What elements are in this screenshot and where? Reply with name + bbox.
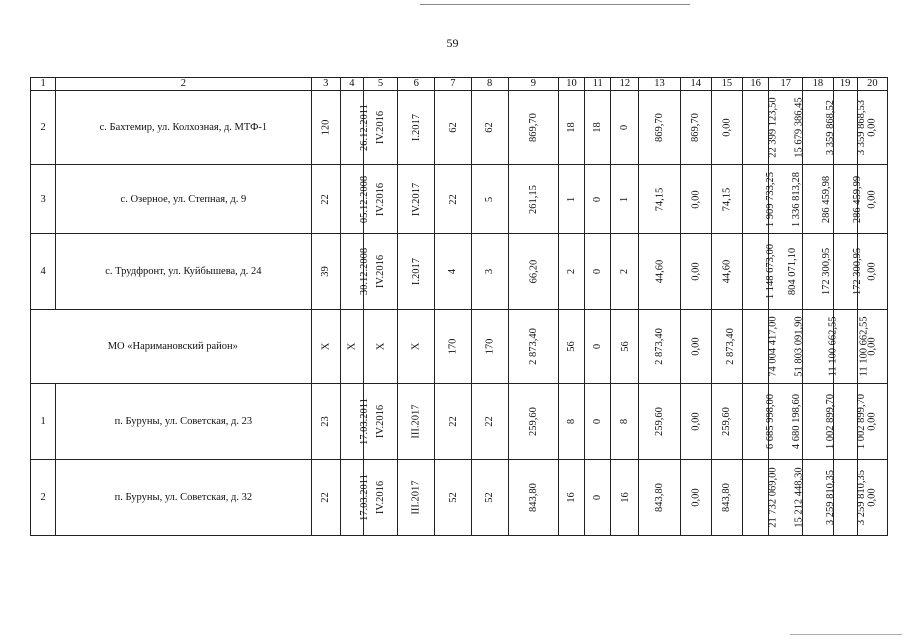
value-cell-c16-text: 6 685 998,00 xyxy=(765,393,777,450)
header-cell: 14 xyxy=(680,78,711,91)
value-cell-c10 xyxy=(558,384,584,460)
value-cell-c18-text: 3 259 810,35 xyxy=(825,469,837,526)
value-cell-c17-text: 1 336 813,28 xyxy=(791,171,803,227)
row-number xyxy=(31,165,56,234)
value-cell-c13 xyxy=(639,165,680,234)
row-number-text: 3 xyxy=(40,193,46,205)
value-cell-c4 xyxy=(340,234,370,310)
header-cell: 17 xyxy=(769,78,803,91)
value-cell-c16 xyxy=(743,460,779,536)
address-cell-text: с. Трудфронт, ул. Куйбышева, д. 24 xyxy=(105,266,262,277)
value-cell-c17-text: 804 071,10 xyxy=(787,247,799,296)
value-cell-c20-text: 0,00 xyxy=(866,262,878,281)
group-cell-c18-text: 11 100 662,55 xyxy=(827,316,839,377)
group-label: МО «Наримановский район» xyxy=(31,310,312,384)
value-cell-c10-text: 8 xyxy=(566,418,578,425)
value-cell-c11 xyxy=(585,91,611,165)
value-cell-c3 xyxy=(311,165,340,234)
value-cell-c4-text: 17.03.2011 xyxy=(358,398,370,445)
value-cell-c10 xyxy=(558,460,584,536)
header-cell: 11 xyxy=(585,78,611,91)
value-cell-c15-text: 44,60 xyxy=(721,259,733,284)
value-cell-c12-text: 1 xyxy=(619,196,631,202)
value-cell-c3 xyxy=(311,384,340,460)
row-number-text: 4 xyxy=(40,266,46,277)
header-cell: 6 xyxy=(398,78,435,91)
value-cell-c15-text: 0,00 xyxy=(721,118,733,137)
value-cell-c8 xyxy=(471,384,508,460)
group-row xyxy=(31,310,888,384)
row-number-text: 1 xyxy=(40,416,46,427)
value-cell-c20-text: 0,00 xyxy=(866,118,878,137)
value-cell-c9 xyxy=(508,165,558,234)
value-cell-c6 xyxy=(398,384,435,460)
value-cell-c19-text: 3 359 868,53 xyxy=(855,99,867,156)
value-cell-c16 xyxy=(743,165,777,234)
value-cell-c11-text: 0 xyxy=(592,418,604,425)
value-cell-c15 xyxy=(711,234,742,310)
value-cell-c4-text: 30.12.2008 xyxy=(358,247,370,296)
value-cell-c10 xyxy=(558,234,584,310)
value-cell-c6 xyxy=(398,460,435,536)
value-cell-c8-text: 62 xyxy=(484,122,496,133)
address-cell-text: с. Озерное, ул. Степная, д. 9 xyxy=(120,193,247,205)
value-cell-c6 xyxy=(398,234,435,310)
value-cell-c6-text: I.2017 xyxy=(410,257,422,286)
value-cell-c8 xyxy=(471,234,508,310)
value-cell-c11-text: 18 xyxy=(592,122,604,133)
value-cell-c6-text: III.2017 xyxy=(410,480,422,515)
group-cell-c8-text: 170 xyxy=(484,338,496,355)
header-cell: 8 xyxy=(471,78,508,91)
value-cell-c10-text: 1 xyxy=(566,196,578,202)
value-cell-c9 xyxy=(508,460,558,536)
value-cell-c13-text: 259,60 xyxy=(654,407,666,436)
address-cell xyxy=(56,460,311,536)
group-cell-c13 xyxy=(639,310,680,384)
value-cell-c20-text: 0,00 xyxy=(866,488,878,507)
header-cell: 7 xyxy=(435,78,471,91)
header-cell: 4 xyxy=(340,78,363,91)
value-cell-c7 xyxy=(435,460,471,536)
value-cell-c5-text: IV.2016 xyxy=(375,110,387,145)
page-number: 59 xyxy=(446,36,459,50)
value-cell-c3-text: 39 xyxy=(320,266,332,277)
value-cell-c19 xyxy=(833,165,863,234)
header-cell: 2 xyxy=(56,78,311,91)
group-cell-c5-text: Х xyxy=(375,342,386,351)
group-cell-c10-text: 56 xyxy=(566,341,578,352)
value-cell-c9-text: 66,20 xyxy=(527,259,539,284)
value-cell-c5-text: IV.2016 xyxy=(375,182,387,216)
address-cell-text: п. Буруны, ул. Советская, д. 23 xyxy=(114,416,253,427)
value-cell-c11-text: 0 xyxy=(592,268,604,275)
group-cell-c6-text: Х xyxy=(410,342,422,351)
value-cell-c10-text: 2 xyxy=(566,268,578,275)
header-cell: 18 xyxy=(803,78,833,91)
header-cell: 5 xyxy=(363,78,397,91)
value-cell-c19 xyxy=(833,234,863,310)
value-cell-c7 xyxy=(435,91,471,165)
value-cell-c18 xyxy=(803,91,837,165)
value-cell-c19-text: 172 300,95 xyxy=(851,247,863,296)
table-row xyxy=(31,460,888,536)
table-row xyxy=(31,91,888,165)
value-cell-c9 xyxy=(508,91,558,165)
value-cell-c18 xyxy=(803,384,837,460)
group-cell-c13-text: 2 873,40 xyxy=(654,328,666,365)
row-number-text: 2 xyxy=(40,492,46,503)
group-cell-c15-text: 2 873,40 xyxy=(724,328,736,365)
value-cell-c18-text: 3 359 868,52 xyxy=(825,99,837,156)
value-cell-c13-text: 74,15 xyxy=(654,187,666,211)
value-cell-c19 xyxy=(833,384,867,460)
value-cell-c12 xyxy=(611,91,639,165)
value-cell-c9-text: 259,60 xyxy=(527,407,539,436)
value-cell-c16 xyxy=(743,384,777,460)
group-cell-c4 xyxy=(340,310,363,384)
value-cell-c9 xyxy=(508,384,558,460)
value-cell-c6 xyxy=(398,91,435,165)
value-cell-c8 xyxy=(471,91,508,165)
value-cell-c14 xyxy=(680,91,711,165)
value-cell-c14-text: 0,00 xyxy=(690,412,702,431)
group-cell-c5 xyxy=(363,310,397,384)
value-cell-c4-text: 05.12.2008 xyxy=(358,175,370,223)
value-cell-c16-text: 1 148 673,00 xyxy=(765,243,777,300)
header-cell: 20 xyxy=(857,78,887,91)
group-cell-c20-text: 0,00 xyxy=(866,337,878,356)
table-row xyxy=(31,234,888,310)
value-cell-c11 xyxy=(585,165,611,234)
value-cell-c3-text: 23 xyxy=(320,416,332,427)
value-cell-c14-text: 0,00 xyxy=(690,262,702,281)
value-cell-c8-text: 5 xyxy=(484,196,496,202)
value-cell-c4 xyxy=(340,165,370,234)
address-cell xyxy=(56,234,311,310)
value-cell-c19 xyxy=(833,460,867,536)
value-cell-c6-text: I.2017 xyxy=(410,113,422,142)
group-cell-c7 xyxy=(435,310,471,384)
value-cell-c19 xyxy=(833,91,867,165)
value-cell-c9-text: 843,80 xyxy=(527,483,539,512)
group-cell-c14-text: 0,00 xyxy=(690,337,702,356)
value-cell-c10 xyxy=(558,165,584,234)
value-cell-c15 xyxy=(711,91,742,165)
value-cell-c7-text: 4 xyxy=(447,268,459,275)
value-cell-c9-text: 261,15 xyxy=(527,184,539,214)
value-cell-c9 xyxy=(508,234,558,310)
value-cell-c15 xyxy=(711,384,742,460)
value-cell-c10 xyxy=(558,91,584,165)
value-cell-c12 xyxy=(611,165,639,234)
value-cell-c7-text: 22 xyxy=(447,193,459,205)
value-cell-c8 xyxy=(471,165,508,234)
data-table xyxy=(30,77,888,536)
value-cell-c3-text: 22 xyxy=(320,492,332,503)
group-cell-c19-text: 11 100 662,55 xyxy=(858,316,869,377)
table-row xyxy=(31,384,888,460)
value-cell-c10-text: 18 xyxy=(566,122,578,133)
bottom-scan-line xyxy=(790,634,902,635)
value-cell-c15 xyxy=(711,165,742,234)
group-cell-c3 xyxy=(311,310,340,384)
value-cell-c5-text: IV.2016 xyxy=(375,254,387,289)
header-cell: 12 xyxy=(611,78,639,91)
value-cell-c11 xyxy=(585,234,611,310)
row-number xyxy=(31,234,56,310)
header-cell: 3 xyxy=(311,78,340,91)
header-cell: 19 xyxy=(833,78,857,91)
value-cell-c13-text: 44,60 xyxy=(654,259,666,284)
value-cell-c11 xyxy=(585,384,611,460)
value-cell-c12-text: 2 xyxy=(619,268,631,275)
value-cell-c5-text: IV.2016 xyxy=(375,404,387,439)
value-cell-c8 xyxy=(471,460,508,536)
value-cell-c18-text: 286 459,98 xyxy=(821,175,833,223)
value-cell-c7 xyxy=(435,165,471,234)
group-cell-c12 xyxy=(611,310,639,384)
header-cell: 9 xyxy=(508,78,558,91)
group-cell-c11-text: 0 xyxy=(592,343,604,350)
group-cell-c6 xyxy=(398,310,435,384)
header-cell: 15 xyxy=(711,78,742,91)
group-cell-c16 xyxy=(743,310,779,384)
value-cell-c12 xyxy=(611,460,639,536)
row-number xyxy=(31,91,56,165)
address-cell xyxy=(56,165,311,234)
value-cell-c6 xyxy=(398,165,435,234)
value-cell-c8-text: 3 xyxy=(484,268,496,275)
value-cell-c16-text: 22 399 123,50 xyxy=(767,97,779,158)
value-cell-c6-text: IV.2017 xyxy=(410,182,422,216)
group-cell-c7-text: 170 xyxy=(447,338,459,355)
group-cell-c3-text: Х xyxy=(320,342,332,351)
value-cell-c7-text: 22 xyxy=(447,416,459,427)
value-cell-c13 xyxy=(639,460,680,536)
value-cell-c16 xyxy=(743,234,777,310)
row-number-text: 2 xyxy=(40,122,46,133)
value-cell-c12-text: 16 xyxy=(619,492,631,503)
value-cell-c14-text: 869,70 xyxy=(690,113,702,142)
value-cell-c12 xyxy=(611,234,639,310)
value-cell-c11 xyxy=(585,460,611,536)
address-cell xyxy=(56,91,311,165)
value-cell-c15-text: 74,15 xyxy=(721,187,733,211)
value-cell-c3 xyxy=(311,234,340,310)
value-cell-c17-text: 4 680 198,60 xyxy=(791,393,803,450)
header-cell: 1 xyxy=(31,78,56,91)
value-cell-c8-text: 52 xyxy=(484,492,496,503)
group-cell-c10 xyxy=(558,310,584,384)
value-cell-c18-text: 1 002 899,70 xyxy=(825,393,837,450)
value-cell-c12-text: 8 xyxy=(619,418,631,425)
row-number xyxy=(31,460,56,536)
value-cell-c14 xyxy=(680,384,711,460)
value-cell-c17-text: 15 679 386,45 xyxy=(793,97,805,158)
value-cell-c14 xyxy=(680,165,711,234)
value-cell-c11-text: 0 xyxy=(592,196,604,202)
value-cell-c20-text: 0,00 xyxy=(866,412,878,431)
value-cell-c17-text: 15 212 448,30 xyxy=(793,467,805,528)
row-number xyxy=(31,384,56,460)
value-cell-c7-text: 52 xyxy=(447,492,459,503)
value-cell-c13 xyxy=(639,234,680,310)
group-cell-c9-text: 2 873,40 xyxy=(527,328,539,365)
value-cell-c4 xyxy=(340,91,370,165)
value-cell-c15-text: 843,80 xyxy=(721,483,733,512)
value-cell-c12 xyxy=(611,384,639,460)
group-cell-c18 xyxy=(803,310,839,384)
group-cell-c16-text: 74 004 417,00 xyxy=(767,316,779,377)
value-cell-c13-text: 869,70 xyxy=(654,113,666,142)
value-cell-c3 xyxy=(311,460,340,536)
value-cell-c16-text: 1 909 733,25 xyxy=(765,171,777,227)
table-row xyxy=(31,165,888,234)
group-cell-c12-text: 56 xyxy=(619,341,631,352)
group-cell-c14 xyxy=(680,310,711,384)
value-cell-c13 xyxy=(639,384,680,460)
value-cell-c19-text: 1 002 899,70 xyxy=(855,393,867,450)
value-cell-c16 xyxy=(743,91,779,165)
value-cell-c10-text: 16 xyxy=(566,492,578,503)
value-cell-c18 xyxy=(803,460,837,536)
header-cell: 10 xyxy=(558,78,584,91)
value-cell-c3-text: 120 xyxy=(320,119,332,136)
top-scan-line xyxy=(420,4,690,5)
value-cell-c14 xyxy=(680,460,711,536)
address-cell-text: п. Буруны, ул. Советская, д. 32 xyxy=(114,492,253,503)
value-cell-c14-text: 0,00 xyxy=(690,189,702,209)
value-cell-c8-text: 22 xyxy=(484,416,496,427)
value-cell-c7-text: 62 xyxy=(447,122,459,133)
group-cell-c17-text: 51 803 091,90 xyxy=(793,316,805,377)
value-cell-c15 xyxy=(711,460,742,536)
value-cell-c14-text: 0,00 xyxy=(690,488,702,507)
value-cell-c15-text: 259,60 xyxy=(721,407,733,436)
value-cell-c20-text: 0,00 xyxy=(866,189,878,209)
group-cell-c9 xyxy=(508,310,558,384)
value-cell-c4-text: 26.12.2011 xyxy=(358,104,370,151)
value-cell-c5-text: IV.2016 xyxy=(375,480,387,515)
value-cell-c14 xyxy=(680,234,711,310)
value-cell-c13-text: 843,80 xyxy=(654,483,666,512)
address-cell xyxy=(56,384,311,460)
value-cell-c16-text: 21 732 069,00 xyxy=(767,467,779,528)
value-cell-c7 xyxy=(435,234,471,310)
value-cell-c3-text: 22 xyxy=(320,193,332,205)
value-cell-c18-text: 172 300,95 xyxy=(821,247,833,296)
value-cell-c19-text: 286 459,99 xyxy=(851,175,863,223)
group-cell-c11 xyxy=(585,310,611,384)
value-cell-c3 xyxy=(311,91,340,165)
value-cell-c9-text: 869,70 xyxy=(527,113,539,142)
value-cell-c19-text: 3 259 810,35 xyxy=(855,469,867,526)
value-cell-c13 xyxy=(639,91,680,165)
value-cell-c18 xyxy=(803,165,833,234)
value-cell-c4 xyxy=(340,460,370,536)
value-cell-c7 xyxy=(435,384,471,460)
address-cell-text: с. Бахтемир, ул. Колхозная, д. МТФ-1 xyxy=(99,122,268,133)
header-cell: 16 xyxy=(743,78,769,91)
value-cell-c18 xyxy=(803,234,833,310)
value-cell-c12-text: 0 xyxy=(619,124,631,131)
value-cell-c11-text: 0 xyxy=(592,494,604,501)
header-row xyxy=(31,78,888,91)
value-cell-c6-text: III.2017 xyxy=(410,404,422,439)
header-cell: 13 xyxy=(639,78,680,91)
group-cell-c4-text: Х xyxy=(346,342,358,351)
value-cell-c4-text: 17.03.2011 xyxy=(358,474,370,521)
value-cell-c4 xyxy=(340,384,370,460)
group-cell-c15 xyxy=(711,310,742,384)
group-cell-c8 xyxy=(471,310,508,384)
